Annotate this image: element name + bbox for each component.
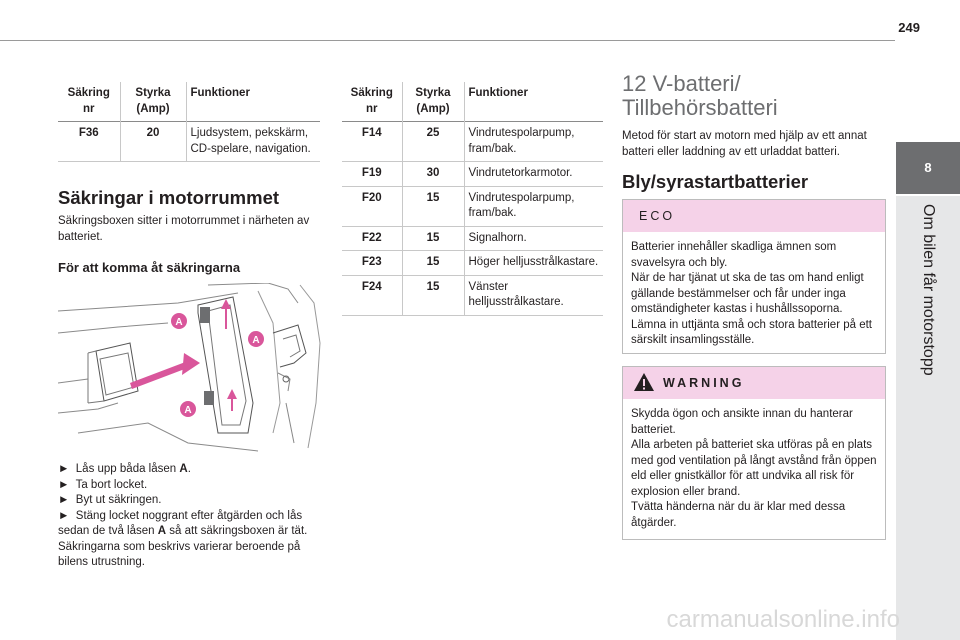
list-item-continuation: sedan de två låsen A så att säkringsboxen är tät. — [58, 525, 308, 537]
warning-triangle-icon — [633, 372, 655, 392]
svg-text:A: A — [252, 335, 260, 346]
table-row — [342, 162, 603, 187]
procedure-steps — [58, 462, 338, 571]
table-row — [342, 186, 603, 226]
battery-intro: Metod för start av motorn med hjälp av ett annat batteri eller laddning av ett urladdat batteri. — [622, 130, 867, 158]
warning-box-header — [623, 367, 885, 399]
equipment-note-line: Säkringarna som beskrivs varierar beroende på — [58, 540, 301, 553]
list-item: ► Lås upp båda låsen A. — [58, 463, 191, 475]
header-fuse: Säkring nr — [67, 87, 110, 115]
fuse-amp: 25 — [402, 122, 464, 162]
fuse-amp: 20 — [120, 122, 186, 162]
fuse-number: F22 — [342, 226, 402, 251]
list-item: ► Stäng locket noggrant efter åtgärden och lås — [58, 509, 303, 522]
fuse-function: Vindrutespolarpump, fram/bak. — [464, 186, 603, 226]
access-heading: För att komma åt säkringarna — [58, 260, 241, 275]
fuse-box-illustration — [58, 283, 322, 455]
header-fuse: Säkring nr — [350, 87, 393, 115]
chapter-title-text: Om bilen får motorstopp — [920, 204, 937, 376]
lock-callout-a — [248, 331, 264, 347]
page-number: 249 — [898, 20, 920, 35]
warning-label: WARNING — [663, 376, 745, 390]
battery-heading: 12 V-batteri/ Tillbehörsbatteri — [622, 71, 778, 120]
fuse-amp: 30 — [402, 162, 464, 187]
header-functions: Funktioner — [186, 82, 320, 122]
table-row — [342, 275, 603, 315]
warning-text: Alla arbeten på batteriet ska utföras på en plats med god ventilation på långt avstånd från öppen eld eller gnistkällor för att undvika all risk för explosion eller brand. — [631, 439, 877, 498]
svg-text:A: A — [175, 317, 183, 328]
fuse-table-passenger — [58, 82, 320, 162]
svg-text:A: A — [184, 405, 192, 416]
eco-text: När de har tjänat ut ska de tas om hand enligt gällande bestämmelser och får under inga omständigheter kastas i hushållssoporna. — [631, 272, 864, 315]
fuse-function: Höger helljusstrålkastare. — [464, 251, 603, 276]
engine-fuses-intro: Säkringsboxen sitter i motorrummet i närheten av batteriet. — [58, 215, 310, 243]
lock-callout-a — [180, 401, 196, 417]
warning-text: Skydda ögon och ansikte innan du hanterar batteriet. — [631, 408, 853, 436]
fuse-function: Signalhorn. — [464, 226, 603, 251]
list-item: ► Byt ut säkringen. — [58, 494, 162, 506]
watermark: carmanualsonline.info — [666, 606, 900, 633]
fuse-number: F19 — [342, 162, 402, 187]
lock-callout-a — [171, 313, 187, 329]
fuse-function: Vänster helljusstrålkastare. — [464, 275, 603, 315]
fuse-number: F23 — [342, 251, 402, 276]
fuse-function: Ljudsystem, pekskärm, CD-spelare, navigation. — [186, 122, 320, 162]
header-strength: Styrka (Amp) — [120, 82, 186, 122]
header-functions: Funktioner — [464, 82, 603, 122]
fuse-number: F36 — [58, 122, 120, 162]
fuse-amp: 15 — [402, 186, 464, 226]
table-row — [342, 251, 603, 276]
header-strength: Styrka (Amp) — [402, 82, 464, 122]
eco-label: ECO — [639, 209, 676, 223]
eco-text: Lämna in uttjänta små och stora batterier på ett särskilt insamlingsställe. — [631, 318, 872, 346]
eco-box-body — [623, 232, 885, 357]
header-rule — [0, 40, 895, 41]
fuse-number: F20 — [342, 186, 402, 226]
eco-box-header — [623, 200, 885, 232]
fuse-amp: 15 — [402, 251, 464, 276]
equipment-note-line: bilens utrustning. — [58, 556, 145, 568]
lead-acid-heading: Bly/syrastartbatterier — [622, 171, 809, 192]
fuse-table-engine — [342, 82, 603, 316]
fuse-number: F24 — [342, 275, 402, 315]
list-item: ► Ta bort locket. — [58, 478, 148, 491]
table-row — [58, 122, 320, 162]
eco-text: Batterier innehåller skadliga ämnen som svavelsyra och bly. — [631, 241, 837, 269]
fuse-function: Vindrutespolarpump, fram/bak. — [464, 122, 603, 162]
fuse-number: F14 — [342, 122, 402, 162]
fuse-amp: 15 — [402, 226, 464, 251]
table-row — [342, 226, 603, 251]
warning-box-body — [623, 399, 885, 539]
fuse-amp: 15 — [402, 275, 464, 315]
chapter-number: 8 — [924, 160, 932, 175]
warning-text: Tvätta händerna när du är klar med dessa åtgärder. — [631, 501, 846, 529]
table-row — [342, 122, 603, 162]
fuse-function: Vindrutetorkarmotor. — [464, 162, 603, 187]
warning-box — [622, 366, 886, 540]
chapter-title — [896, 196, 960, 640]
eco-box — [622, 199, 886, 354]
engine-fuses-heading: Säkringar i motorrummet — [58, 187, 280, 208]
